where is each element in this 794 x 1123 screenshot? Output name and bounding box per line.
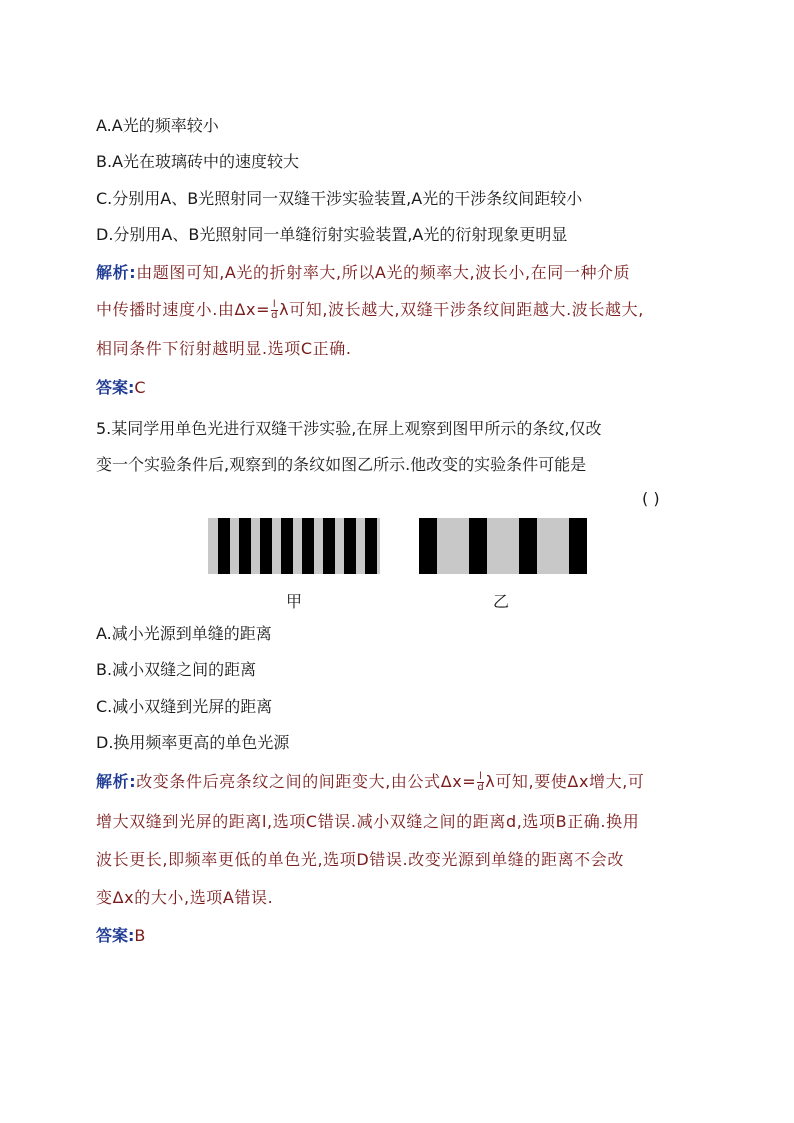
dark-fringe: [260, 518, 272, 574]
answer-5: [96, 926, 146, 946]
fringe-pattern-jia: [208, 518, 380, 574]
analysis-4-line-3: 相同条件下衍射越明显.选项C正确.: [96, 339, 352, 358]
analysis-4-line-2: 中传播时速度小.由Δx= $\frac{l}{d}$ λ可知,波长越大,双缝干涉条纹间距越大.波长越大,: [96, 299, 644, 321]
analysis-5-line-4: 变Δx的大小,选项A错误.: [96, 888, 274, 907]
option-5c: C.减小双缝到光屏的距离: [96, 697, 273, 716]
analysis-label: 解析:: [96, 772, 137, 791]
option-5a: A.减小光源到单缝的距离: [96, 624, 272, 643]
dark-fringe: [302, 518, 314, 574]
dark-fringe: [239, 518, 251, 574]
fraction: $\frac{l}{d}$: [271, 299, 279, 321]
analysis-5-line-1: 解析:改变条件后亮条纹之间的间距变大,由公式Δx= $\frac{l}{d}$ λ可知,要使Δx增大,可: [96, 771, 645, 793]
analysis-label: 解析:: [96, 263, 137, 282]
analysis-4-line-1: 解析:由题图可知,A光的折射率大,所以A光的频率大,波长小,在同一种介质: [96, 263, 631, 282]
option-4b: B.A光在玻璃砖中的速度较大: [96, 152, 300, 171]
dark-fringe: [569, 518, 587, 574]
fringe-pattern-yi: [419, 518, 587, 574]
question-5-line-1: 5.某同学用单色光进行双缝干涉实验,在屏上观察到图甲所示的条纹,仅改: [96, 419, 602, 438]
dark-fringe: [469, 518, 487, 574]
analysis-5-line-3: 波长更长,即频率更低的单色光,选项D错误.改变光源到单缝的距离不会改: [96, 850, 624, 869]
figure-label-jia: 甲: [286, 592, 303, 611]
option-5b: B.减小双缝之间的距离: [96, 660, 257, 679]
option-4a: A.A光的频率较小: [96, 116, 219, 135]
answer-label: 答案:: [96, 378, 135, 397]
answer-4: [96, 378, 146, 398]
dark-fringe: [344, 518, 356, 574]
dark-fringe: [519, 518, 537, 574]
answer-4-value: C: [134, 378, 147, 397]
answer-label: 答案:: [96, 926, 135, 945]
fraction: $\frac{l}{d}$: [477, 771, 485, 793]
dark-fringe: [419, 518, 437, 574]
dark-fringe: [323, 518, 335, 574]
answer-bracket: ( ): [642, 489, 660, 508]
question-5-line-2: 变一个实验条件后,观察到的条纹如图乙所示.他改变的实验条件可能是: [96, 455, 587, 474]
dark-fringe: [365, 518, 377, 574]
option-5d: D.换用频率更高的单色光源: [96, 733, 290, 752]
dark-fringe: [218, 518, 230, 574]
fringe-background: [419, 518, 587, 574]
analysis-5-line-2: 增大双缝到光屏的距离l,选项C错误.减小双缝之间的距离d,选项B正确.换用: [96, 812, 640, 831]
option-4d: D.分别用A、B光照射同一单缝衍射实验装置,A光的衍射现象更明显: [96, 225, 568, 244]
figure-label-yi: 乙: [493, 592, 510, 611]
option-4c: C.分别用A、B光照射同一双缝干涉实验装置,A光的干涉条纹间距较小: [96, 189, 583, 208]
dark-fringe: [281, 518, 293, 574]
answer-5-value: B: [134, 926, 146, 945]
